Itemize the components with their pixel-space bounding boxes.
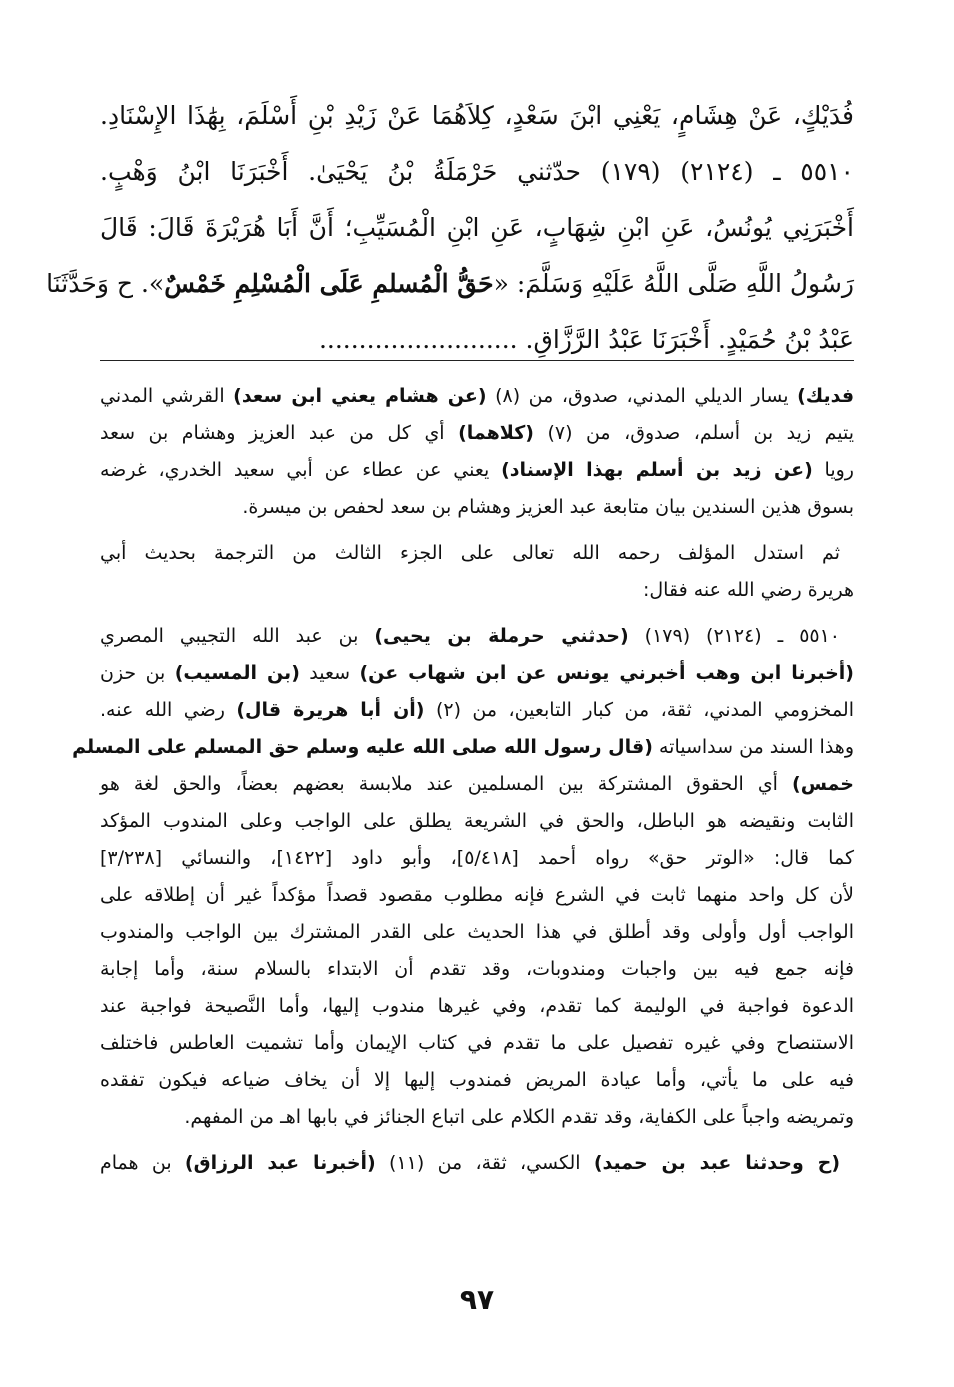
hadith-text <box>46 88 854 368</box>
hadith-line: ٥٥١٠ ـ (٢١٢٤) (١٧٩) حدّثني حَرْمَلَةُ بْنُ يَحْيَىٰ. أَخْبَرَنَا ابْنُ وَهْبٍ. <box>100 157 854 186</box>
hadith-line: رَسُولُ اللَّهِ صَلَّى اللَّهُ عَلَيْهِ وَسَلَّمَ: «حَقُّ الْمُسلمِ عَلَى الْمُسْلِمِ خَمْسٌ». ح وَحَدَّثَنَا <box>46 269 854 298</box>
commentary-paragraph: ٥٥١٠ ـ (٢١٢٤) (١٧٩) (حدثني حرملة بن يحيى) بن عبد الله التجيبي المصري (أخبرنا ابن وهب أخبرني يونس عن ابن شهاب عن) سعيد (بن المسيب) بن حزن المخزومي المدني، ثقة، من كبار التابعين، من (٢) (أن أبا هريرة قال) رضي الله عنه. وهذا السند من سداسياته (قال رسول الله صلى الله عليه وسلم حق المسلم على المسلم خمس) أي الحقوق المشتركة بين المسلمين عند ملابسة بعضهم بعضاً، والحق لغة هو الثابت ونقيضه هو الباطل، والحق في الشريعة يطلق على الواجب وعلى المندوب المؤكد كما قال: «الوتر حق» رواه أحمد [٥/٤١٨]، وأبو داود [١٤٢٢]، والنسائي [٣/٢٣٨] لأن كل واحد منهما ثابت في الشرع فإنه مطلوب مقصود قصداً مؤكداً غير أن إطلاقه على الواجب أول وأولى وقد أطلق في هذا الحديث على القدر المشترك بين الواجب والمندوب فإنه جمع فيه بين واجبات ومندوبات، وقد تقدم أن الابتداء بالسلام سنة، وأما إجابة الدعوة فواجبة في الوليمة كما تقدم، وفي غيرها مندوب إليها، وأما النَّصيحة فواجبة عند الاستنصاح وفي غيره تفصيل على ما تقدم في كتاب الإيمان وأما تشميت العاطس فاختلف فيه على ما يأتي، وأما عيادة المريض فمندوب إليها إلا أن يخاف ضياعه فيكون تفقده وتمريضه واجباً على الكفاية، وقد تقدم الكلام على اتباع الجنائز في بابها اهـ من المفهم. <box>72 625 854 1128</box>
commentary-paragraph: (ح وحدثنا عبد بن حميد) الكسي، ثقة، من (١١) (أخبرنا عبد الرزاق) بن همام <box>100 1152 841 1174</box>
commentary-paragraph: فديك) يسار الديلي المدني، صدوق، من (٨) (عن هشام يعني ابن سعد) القرشي المدني يتيم زيد بن أسلم، صدوق، من (٧) (كلاهما) أي كل من عبد العزيز وهشام بن سعد رويا (عن زيد بن أسلم بهذا الإسناد) يعني عن عطاء عن أبي سعيد الخدري، غرضه بسوق هذين السندين بيان متابعة عبد العزيز وهشام بن سعد لحفص بن ميسرة. <box>100 385 855 518</box>
footnote-divider <box>100 360 854 361</box>
hadith-emphasis: حَقُّ الْمُسلمِ عَلَى الْمُسْلِمِ خَمْسٌ <box>164 269 494 298</box>
hadith-line: عَبْدُ بْنُ حُمَيْدٍ. أَخْبَرَنَا عَبْدُ الرَّزَّاقِ. ......................... <box>318 325 854 354</box>
hadith-line: أَخْبَرَنِي يُونُسُ، عَنِ ابْنِ شِهَابٍ، عَنِ ابْنِ الْمُسَيِّبِ؛ أَنَّ أَبَا هُرَيْرَةَ قَالَ: قَالَ <box>100 213 854 242</box>
commentary-text <box>72 378 855 1191</box>
hadith-line: فُدَيْكٍ، عَنْ هِشَامٍ، يَعْنِي ابْنَ سَعْدٍ، كِلاَهُمَا عَنْ زَيْدِ بْنِ أَسْلَمَ، بِهَٰذَا الإِسْنَادِ. <box>100 101 854 130</box>
commentary-paragraph: ثم استدل المؤلف رحمه الله تعالى على الجزء الثالث من الترجمة بحديث أبي هريرة رضي الله عنه فقال: <box>100 542 854 601</box>
page-number: ٩٧ <box>459 1283 495 1316</box>
